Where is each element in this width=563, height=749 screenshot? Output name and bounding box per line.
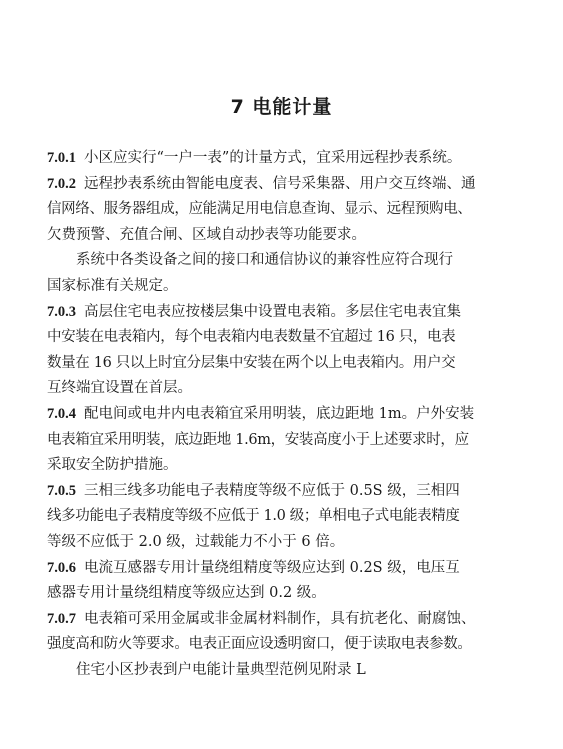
clause-7-0-2 bbox=[47, 172, 517, 249]
clause-number: 7.0.6 bbox=[47, 559, 76, 576]
clause-7-0-5 bbox=[47, 479, 517, 556]
clause-text-line: 配电间或电井内电表箱宜采用明装，底边距地 1m。户外安装 bbox=[84, 405, 475, 422]
clause-text-line: 电表箱可采用金属或非金属材料制作，具有抗老化、耐腐蚀、 bbox=[84, 610, 476, 627]
clause-7-0-1 bbox=[47, 146, 517, 172]
clause-text-line: 等级不应低于 2.0 级，过载能力不小于 6 倍。 bbox=[47, 533, 345, 550]
paragraph-text-line: 住宅小区抄表到户电能计量典型范例见附录 L bbox=[76, 661, 366, 678]
clause-7-0-4 bbox=[47, 402, 517, 479]
clause-text-line: 互终端宜设置在首层。 bbox=[47, 380, 192, 397]
clause-7-0-6 bbox=[47, 556, 517, 607]
clause-text-line: 信网络、服务器组成，应能满足用电信息查询、显示、远程预购电、 bbox=[47, 201, 472, 218]
clause-text-line: 电流互感器专用计量绕组精度等级应达到 0.2S 级，电压互 bbox=[84, 559, 460, 576]
clause-text-line: 远程抄表系统由智能电度表、信号采集器、用户交互终端、通 bbox=[84, 175, 476, 192]
clause-number: 7.0.7 bbox=[47, 610, 76, 627]
clause-text-line: 采取安全防护措施。 bbox=[47, 457, 178, 474]
clause-7-0-7 bbox=[47, 607, 517, 658]
clause-number: 7.0.5 bbox=[47, 482, 76, 499]
clause-text-line: 欠费预警、充值合闸、区域自动抄表等功能要求。 bbox=[47, 226, 366, 243]
chapter-body bbox=[47, 146, 517, 683]
chapter-title: 7 电能计量 bbox=[230, 96, 333, 118]
clause-text-line: 感器专用计量绕组精度等级应达到 0.2 级。 bbox=[47, 585, 326, 602]
clause-number: 7.0.1 bbox=[47, 150, 76, 166]
clause-text-line: 小区应实行“一户一表”的计量方式，宜采用远程抄表系统。 bbox=[84, 150, 462, 166]
clause-number: 7.0.3 bbox=[47, 303, 76, 320]
clause-7-0-3 bbox=[47, 300, 517, 402]
clause-text-line: 线多功能电子表精度等级不应低于 1.0 级；单相电子式电能表精度 bbox=[47, 508, 460, 525]
clause-text-line: 强度高和防火等要求。电表正面应设透明窗口，便于读取电表参数。 bbox=[47, 636, 472, 653]
paragraph-text-line: 系统中各类设备之间的接口和通信协议的兼容性应符合现行 bbox=[76, 252, 453, 269]
clause-text-line: 高层住宅电表应按楼层集中设置电表箱。多层住宅电表宜集 bbox=[84, 303, 461, 320]
paragraph-appendix-reference bbox=[47, 658, 517, 684]
clause-number: 7.0.4 bbox=[47, 405, 76, 422]
paragraph-interface-compatibility bbox=[47, 248, 517, 299]
clause-text-line: 三相三线多功能电子表精度等级不应低于 0.5S 级，三相四 bbox=[84, 482, 460, 499]
clause-text-line: 数量在 16 只以上时宜分层集中安装在两个以上电表箱内。用户交 bbox=[47, 354, 456, 371]
clause-text-line: 电表箱宜采用明装，底边距地 1.6m，安装高度小于上述要求时，应 bbox=[47, 431, 469, 448]
paragraph-text-line: 国家标准有关规定。 bbox=[47, 277, 178, 294]
clause-text-line: 中安装在电表箱内，每个电表箱内电表数量不宜超过 16 只，电表 bbox=[47, 329, 456, 346]
clause-number: 7.0.2 bbox=[47, 175, 76, 192]
